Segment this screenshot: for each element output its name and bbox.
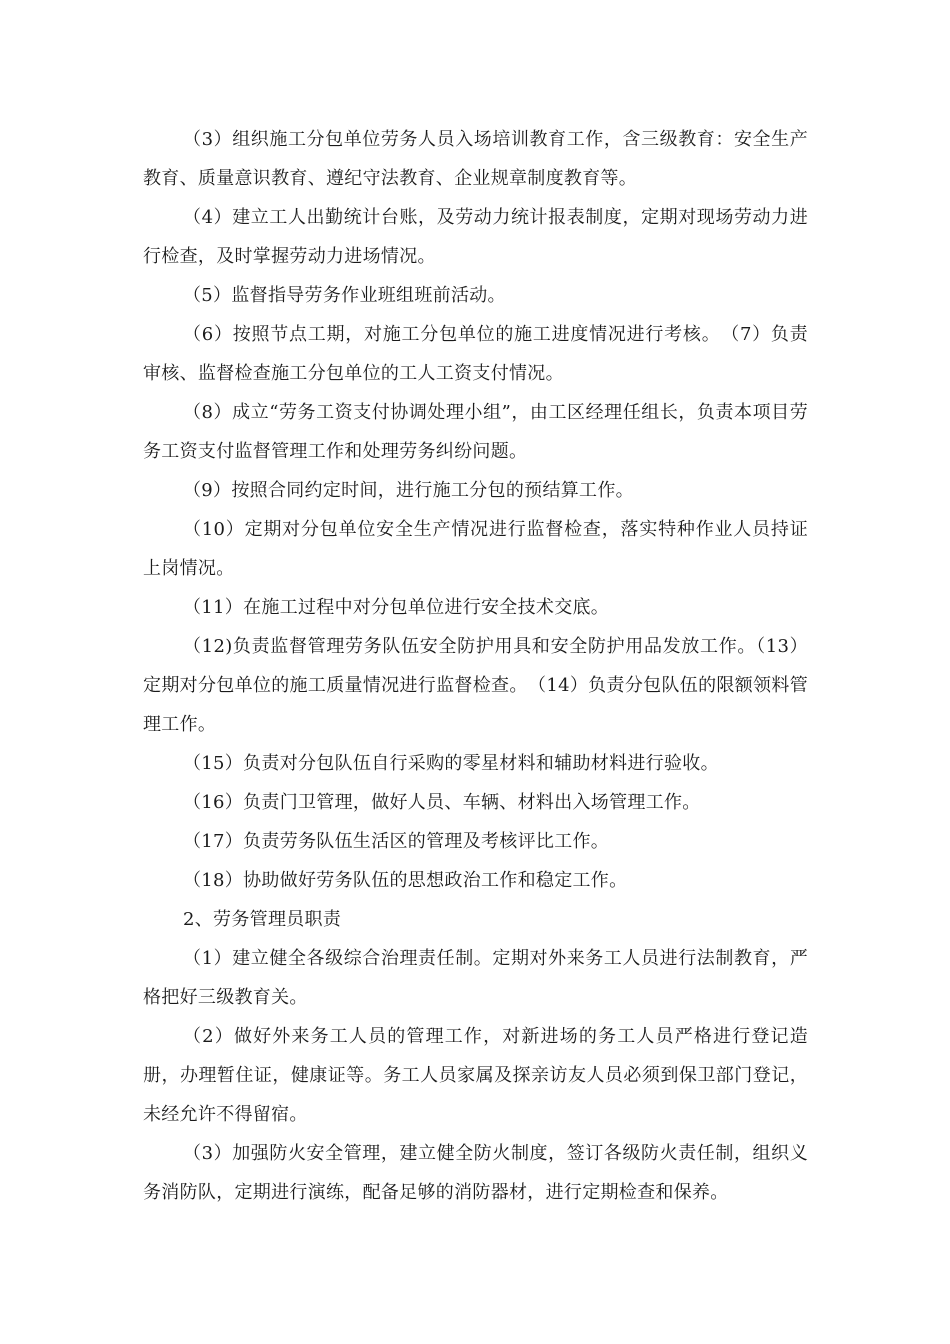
paragraph-item-6-7: （6）按照节点工期，对施工分包单位的施工进度情况进行考核。 （7）负责审核、监督检查施工分包单位的工人工资支付情况。 xyxy=(143,324,808,384)
paragraph-duty-2: （2）做好外来务工人员的管理工作，对新进场的务工人员严格进行登记造册，办理暂住证，健康证等。务工人员家属及探亲访友人员必须到保卫部门登记，未经允许不得留宿。 xyxy=(143,1026,808,1125)
paragraph-item-4: （4）建立工人出勤统计台账，及劳动力统计报表制度，定期对现场劳动力进行检查，及时掌握劳动力进场情况。 xyxy=(143,207,808,267)
paragraph-duty-1: （1）建立健全各级综合治理责任制。定期对外来务工人员进行法制教育，严格把好三级教育关。 xyxy=(143,948,808,1008)
paragraph-item-18: （18）协助做好劳务队伍的思想政治工作和稳定工作。 xyxy=(183,870,628,891)
paragraph-item-15: （15）负责对分包队伍自行采购的零星材料和辅助材料进行验收。 xyxy=(183,753,719,774)
section-heading: 2、劳务管理员职责 xyxy=(183,909,342,930)
paragraph-duty-3: （3）加强防火安全管理，建立健全防火制度，签订各级防火责任制，组织义务消防队，定期进行演练，配备足够的消防器材，进行定期检查和保养。 xyxy=(143,1143,808,1203)
paragraph-item-8: （8）成立“劳务工资支付协调处理小组”，由工区经理任组长，负责本项目劳务工资支付监督管理工作和处理劳务纠纷问题。 xyxy=(143,402,808,462)
document-body xyxy=(143,120,808,1212)
paragraph-item-3: （3）组织施工分包单位劳务人员入场培训教育工作，含三级教育：安全生产教育、质量意识教育、遵纪守法教育、企业规章制度教育等。 xyxy=(143,129,808,189)
paragraph-item-9: （9）按照合同约定时间，进行施工分包的预结算工作。 xyxy=(183,480,634,501)
paragraph-item-12-14: （12)负责监督管理劳务队伍安全防护用具和安全防护用品发放工作。（13）定期对分包单位的施工质量情况进行监督检查。 （14）负责分包队伍的限额领料管理工作。 xyxy=(143,636,808,735)
paragraph-item-5: （5）监督指导劳务作业班组班前活动。 xyxy=(183,285,506,306)
paragraph-item-10: （10）定期对分包单位安全生产情况进行监督检查，落实特种作业人员持证上岗情况。 xyxy=(143,519,808,579)
paragraph-item-16: （16）负责门卫管理，做好人员、车辆、材料出入场管理工作。 xyxy=(183,792,701,813)
paragraph-item-11: （11）在施工过程中对分包单位进行安全技术交底。 xyxy=(183,597,610,618)
paragraph-item-17: （17）负责劳务队伍生活区的管理及考核评比工作。 xyxy=(183,831,610,852)
